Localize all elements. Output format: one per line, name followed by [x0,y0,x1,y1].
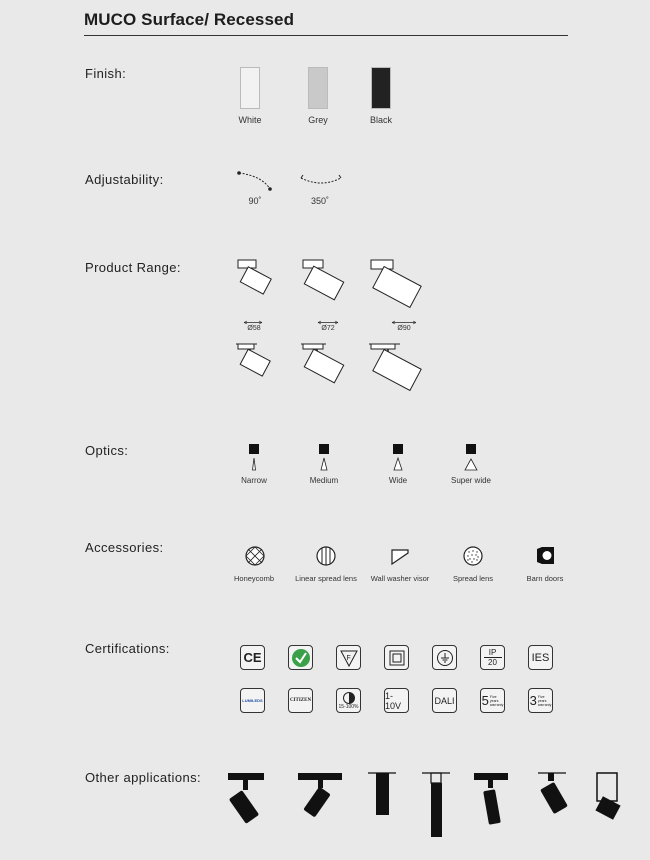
ip-label: IP [488,648,497,657]
pendant-cylinder-2-icon [420,770,452,840]
finish-swatch-black [371,67,391,109]
recessed-fixture-90-icon [368,341,430,393]
earth-ground-icon [436,649,454,667]
optics-label-narrow: Narrow [241,476,267,485]
warranty-3-years-badge [528,688,553,713]
warranty-5-line3: warranty [489,702,504,707]
warranty-5-line2: years [489,698,499,703]
warranty-3-line2: years [537,698,547,703]
optics-label-wide: Wide [388,476,408,485]
ies-badge: IES [528,645,553,670]
finish-swatch-grey [308,67,328,109]
certifications-heading: Certifications: [85,641,170,656]
class-ii-badge [384,645,409,670]
dimming-circle-icon [342,691,356,705]
f-mark-badge [336,645,361,670]
dimming-range-badge [336,688,361,713]
lumileds-badge: LUMILEDS [240,688,265,713]
svg-text:F: F [346,654,351,662]
narrow-beam-icon [246,444,262,472]
super-wide-beam-icon [462,444,480,472]
optics-label-medium: Medium [309,476,339,485]
wall-washer-visor-icon [389,545,411,567]
adjustability-heading: Adjustability: [85,172,164,187]
product-range-heading: Product Range: [85,260,181,275]
accessory-label-spread-lens: Spread lens [452,574,494,583]
finish-heading: Finish: [85,66,127,81]
warranty-5-years-badge [480,688,505,713]
finish-label-grey: Grey [308,115,328,125]
honeycomb-icon [244,545,266,567]
ceiling-spotlight-icon [536,770,576,818]
earth-symbol-badge [432,645,457,670]
rohs-badge [288,645,313,670]
recessed-fixture-58-icon [235,341,277,381]
medium-beam-icon [316,444,332,472]
size-label-90: Ø90 [397,325,411,332]
linear-spread-lens-icon [315,545,337,567]
warranty-5-number: 5 [481,693,489,708]
barn-doors-icon [534,544,558,568]
finish-swatch-white [240,67,260,109]
ip20-badge [480,645,505,670]
surface-fixture-90-icon [368,258,428,312]
tilt-arc-icon [234,168,276,194]
rotate-arc-icon [297,172,345,188]
citizen-badge: CITIZEN [288,688,313,713]
recessed-spotlight-icon [592,770,628,826]
accessory-label-linear-spread-lens: Linear spread lens [295,574,357,583]
optics-heading: Optics: [85,443,129,458]
surface-fixture-72-icon [300,258,350,306]
accessory-label-honeycomb: Honeycomb [233,574,275,583]
size-label-72: Ø72 [321,325,335,332]
warranty-3-line3: warranty [537,702,552,707]
wide-beam-icon [390,444,406,472]
title-divider [84,35,568,36]
recessed-fixture-72-icon [300,341,350,387]
page-title: MUCO Surface/ Recessed [84,10,295,29]
track-spotlight-2-icon [296,770,346,820]
finish-label-white: White [238,115,262,125]
accessory-label-barn-doors: Barn doors [526,574,564,583]
rohs-check-icon [291,648,311,668]
dimming-1-10v-badge: 1-10V [384,688,409,713]
accessory-label-wall-washer-visor: Wall washer visor [370,574,430,583]
dimming-range-label: 15-100% [338,704,359,710]
other-applications-heading: Other applications: [85,770,201,785]
surface-fixture-58-icon [235,258,275,300]
track-spotlight-3-icon [472,770,512,828]
size-label-58: Ø58 [247,325,261,332]
double-square-icon [389,650,405,666]
f-mark-triangle-icon [339,648,359,668]
ce-mark-badge: CE [240,645,265,670]
ip-rating: 20 [484,657,502,667]
track-spotlight-1-icon [226,770,266,826]
pendant-cylinder-1-icon [368,770,396,820]
finish-label-black: Black [369,115,392,125]
warranty-3-number: 3 [529,693,537,708]
accessories-heading: Accessories: [85,540,164,555]
warranty-3-line1: Five [537,694,545,699]
warranty-5-line1: Five [489,694,497,699]
tilt-angle-label: 90˚ [248,196,262,206]
optics-label-super-wide: Super wide [450,476,492,485]
rotate-angle-label: 350˚ [310,196,329,206]
dali-badge: DALI [432,688,457,713]
spread-lens-icon [462,545,484,567]
